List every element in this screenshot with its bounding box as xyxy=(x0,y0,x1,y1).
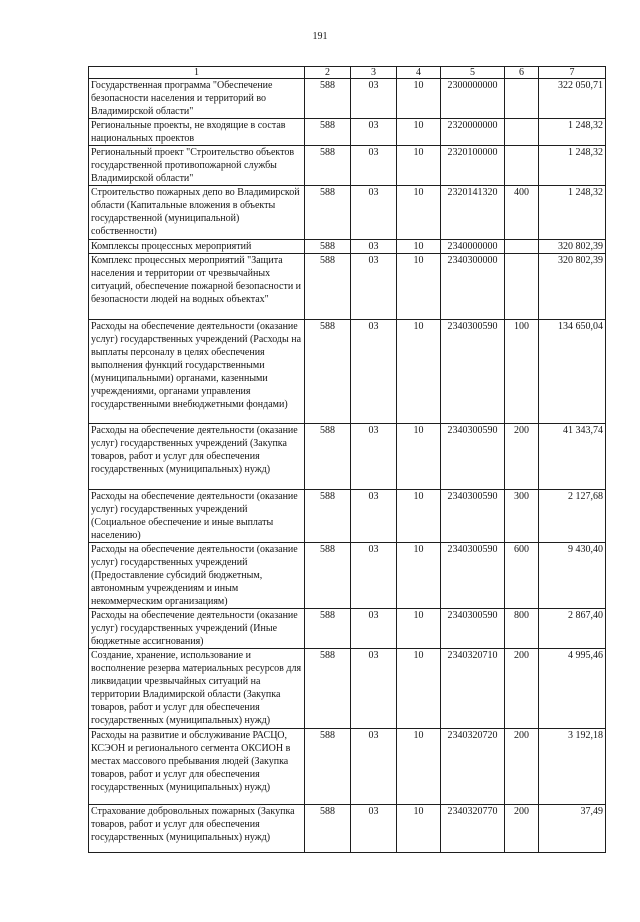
row-csr: 2340320770 xyxy=(441,805,505,853)
row-csr: 2320000000 xyxy=(441,119,505,146)
row-rz: 03 xyxy=(351,424,397,490)
row-ved: 588 xyxy=(305,240,351,254)
page-number: 191 xyxy=(312,31,328,42)
table-row xyxy=(89,79,606,119)
row-pr: 10 xyxy=(397,424,441,490)
row-rz: 03 xyxy=(351,490,397,543)
row-sum: 2 867,40 xyxy=(539,609,606,649)
row-rz: 03 xyxy=(351,254,397,320)
table-row xyxy=(89,805,606,853)
row-name: Комплекс процессных мероприятий "Защита населения и территории от чрезвычайных ситуаций, обеспечение пожарной безопасности и безопасности людей на водных объектах" xyxy=(89,254,305,320)
header-cell: 4 xyxy=(397,67,441,79)
row-csr: 2340300590 xyxy=(441,490,505,543)
row-csr: 2340300590 xyxy=(441,320,505,424)
budget-table xyxy=(88,66,606,853)
row-sum: 4 995,46 xyxy=(539,649,606,729)
header-cell: 6 xyxy=(505,67,539,79)
row-name: Создание, хранение, использование и восполнение резерва материальных ресурсов для ликвидации чрезвычайных ситуаций на территории Владимирской области (Закупка товаров, работ и услуг для обеспечения государственных (муниципальных) нужд) xyxy=(89,649,305,729)
row-ved: 588 xyxy=(305,805,351,853)
row-vr: 200 xyxy=(505,729,539,805)
row-rz: 03 xyxy=(351,240,397,254)
row-vr: 200 xyxy=(505,649,539,729)
row-vr: 200 xyxy=(505,424,539,490)
row-vr xyxy=(505,79,539,119)
header-cell: 5 xyxy=(441,67,505,79)
row-sum: 1 248,32 xyxy=(539,186,606,240)
row-pr: 10 xyxy=(397,609,441,649)
row-pr: 10 xyxy=(397,186,441,240)
row-ved: 588 xyxy=(305,649,351,729)
row-csr: 2340300590 xyxy=(441,609,505,649)
row-rz: 03 xyxy=(351,543,397,609)
row-name: Региональные проекты, не входящие в состав национальных проектов xyxy=(89,119,305,146)
row-name: Страхование добровольных пожарных (Закупка товаров, работ и услуг для обеспечения государственных (муниципальных) нужд) xyxy=(89,805,305,853)
row-ved: 588 xyxy=(305,609,351,649)
table-row xyxy=(89,146,606,186)
row-pr: 10 xyxy=(397,119,441,146)
row-csr: 2340300000 xyxy=(441,254,505,320)
row-vr: 100 xyxy=(505,320,539,424)
row-pr: 10 xyxy=(397,254,441,320)
row-csr: 2300000000 xyxy=(441,79,505,119)
row-ved: 588 xyxy=(305,729,351,805)
row-pr: 10 xyxy=(397,240,441,254)
row-csr: 2340000000 xyxy=(441,240,505,254)
row-name: Расходы на обеспечение деятельности (оказание услуг) государственных учреждений (Социальное обеспечение и иные выплаты населению) xyxy=(89,490,305,543)
row-vr: 400 xyxy=(505,186,539,240)
table-header-row xyxy=(89,67,606,79)
row-ved: 588 xyxy=(305,424,351,490)
row-pr: 10 xyxy=(397,649,441,729)
row-ved: 588 xyxy=(305,254,351,320)
row-sum: 134 650,04 xyxy=(539,320,606,424)
row-csr: 2320141320 xyxy=(441,186,505,240)
row-csr: 2340300590 xyxy=(441,424,505,490)
row-sum: 1 248,32 xyxy=(539,146,606,186)
header-cell: 1 xyxy=(89,67,305,79)
row-rz: 03 xyxy=(351,119,397,146)
header-cell: 7 xyxy=(539,67,606,79)
row-rz: 03 xyxy=(351,146,397,186)
table-row xyxy=(89,119,606,146)
row-name: Государственная программа "Обеспечение безопасности населения и территорий во Владимирской области" xyxy=(89,79,305,119)
row-pr: 10 xyxy=(397,490,441,543)
table-row xyxy=(89,424,606,490)
row-ved: 588 xyxy=(305,320,351,424)
row-name: Расходы на обеспечение деятельности (оказание услуг) государственных учреждений (Предоставление субсидий бюджетным, автономным учреждениям и иным некоммерческим организациям) xyxy=(89,543,305,609)
row-pr: 10 xyxy=(397,543,441,609)
row-vr: 300 xyxy=(505,490,539,543)
row-pr: 10 xyxy=(397,146,441,186)
row-ved: 588 xyxy=(305,119,351,146)
row-rz: 03 xyxy=(351,186,397,240)
table-row xyxy=(89,240,606,254)
table-row xyxy=(89,186,606,240)
row-vr xyxy=(505,240,539,254)
row-sum: 320 802,39 xyxy=(539,240,606,254)
row-csr: 2340300590 xyxy=(441,543,505,609)
row-rz: 03 xyxy=(351,320,397,424)
row-ved: 588 xyxy=(305,79,351,119)
row-pr: 10 xyxy=(397,79,441,119)
row-csr: 2320100000 xyxy=(441,146,505,186)
row-sum: 320 802,39 xyxy=(539,254,606,320)
row-name: Расходы на обеспечение деятельности (оказание услуг) государственных учреждений (Закупка товаров, работ и услуг для обеспечения государственных (муниципальных) нужд) xyxy=(89,424,305,490)
row-sum: 322 050,71 xyxy=(539,79,606,119)
header-cell: 2 xyxy=(305,67,351,79)
row-ved: 588 xyxy=(305,490,351,543)
table-row xyxy=(89,490,606,543)
row-vr xyxy=(505,254,539,320)
row-ved: 588 xyxy=(305,146,351,186)
row-sum: 2 127,68 xyxy=(539,490,606,543)
row-csr: 2340320720 xyxy=(441,729,505,805)
row-rz: 03 xyxy=(351,649,397,729)
table-row xyxy=(89,254,606,320)
row-vr: 200 xyxy=(505,805,539,853)
row-pr: 10 xyxy=(397,320,441,424)
row-sum: 37,49 xyxy=(539,805,606,853)
row-name: Расходы на обеспечение деятельности (оказание услуг) государственных учреждений (Иные бюджетные ассигнования) xyxy=(89,609,305,649)
table-row xyxy=(89,320,606,424)
row-pr: 10 xyxy=(397,729,441,805)
row-name: Региональный проект "Строительство объектов государственной противопожарной службы Владимирской области" xyxy=(89,146,305,186)
table-row xyxy=(89,609,606,649)
row-sum: 41 343,74 xyxy=(539,424,606,490)
row-sum: 1 248,32 xyxy=(539,119,606,146)
table-row xyxy=(89,729,606,805)
header-cell: 3 xyxy=(351,67,397,79)
table-row xyxy=(89,543,606,609)
row-name: Строительство пожарных депо во Владимирской области (Капитальные вложения в объекты государственной (муниципальной) собственности) xyxy=(89,186,305,240)
row-ved: 588 xyxy=(305,543,351,609)
row-vr xyxy=(505,146,539,186)
row-rz: 03 xyxy=(351,609,397,649)
row-name: Расходы на развитие и обслуживание РАСЦО, КСЭОН и регионального сегмента ОКСИОН в местах массового пребывания людей (Закупка товаров, работ и услуг для обеспечения государственных (муниципальных) нужд) xyxy=(89,729,305,805)
row-csr: 2340320710 xyxy=(441,649,505,729)
row-rz: 03 xyxy=(351,729,397,805)
table-row xyxy=(89,649,606,729)
row-name: Комплексы процессных мероприятий xyxy=(89,240,305,254)
row-name: Расходы на обеспечение деятельности (оказание услуг) государственных учреждений (Расходы на выплаты персоналу в целях обеспечения выполнения функций государственными (муниципальными) органами, казенными учреждениями, органами управления государственными внебюджетными фондами) xyxy=(89,320,305,424)
row-vr: 800 xyxy=(505,609,539,649)
row-ved: 588 xyxy=(305,186,351,240)
row-vr xyxy=(505,119,539,146)
row-rz: 03 xyxy=(351,79,397,119)
row-pr: 10 xyxy=(397,805,441,853)
row-sum: 9 430,40 xyxy=(539,543,606,609)
row-vr: 600 xyxy=(505,543,539,609)
row-rz: 03 xyxy=(351,805,397,853)
row-sum: 3 192,18 xyxy=(539,729,606,805)
